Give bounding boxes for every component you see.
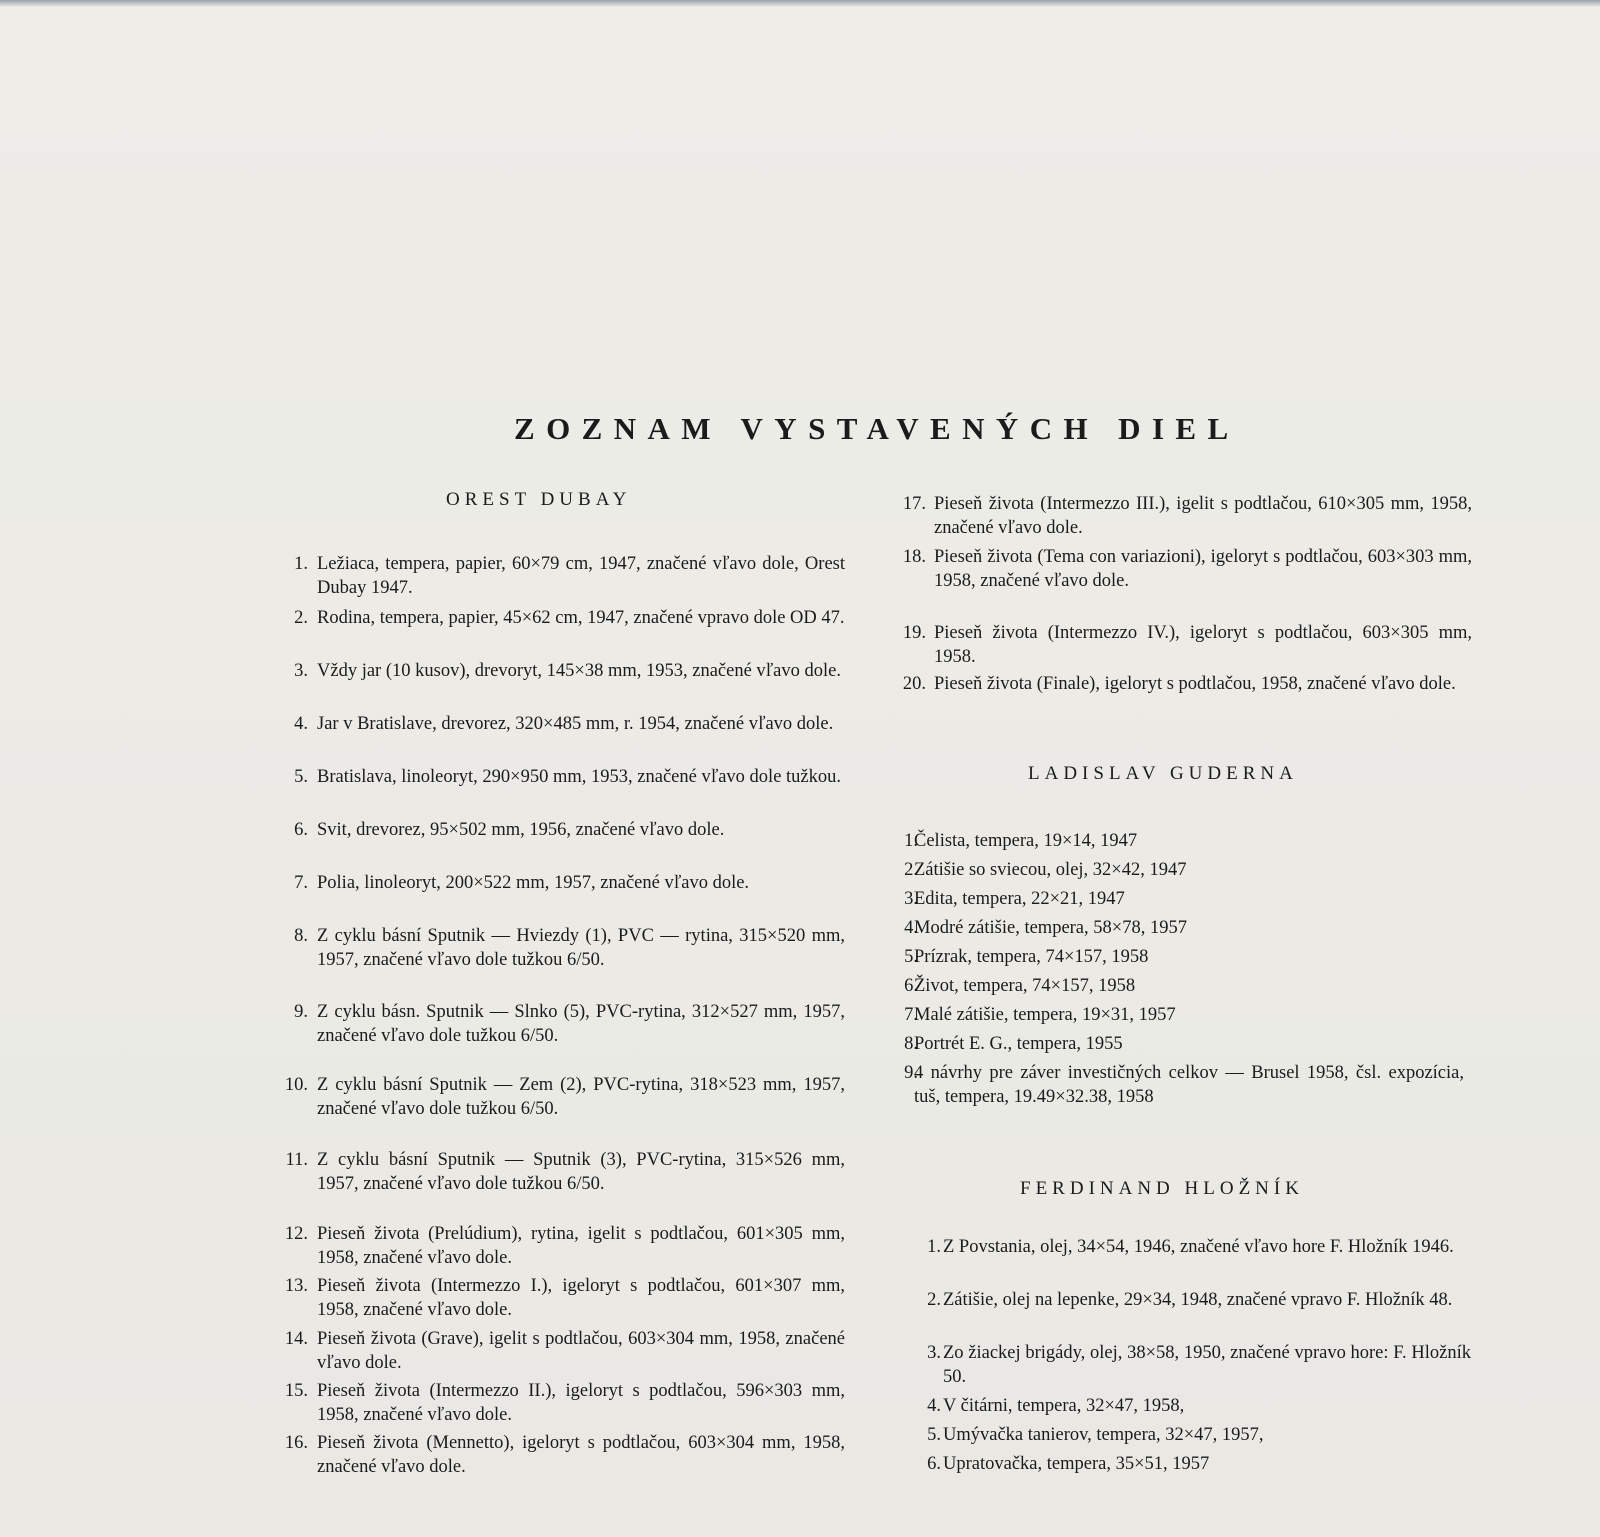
item-text: Zo žiackej brigády, olej, 38×58, 1950, značené vpravo hore: F. Hložník 50.	[943, 1343, 1471, 1387]
item-number: 5.	[927, 1425, 941, 1445]
item-text: Vždy jar (10 kusov), drevoryt, 145×38 mm, 1953, značené vľavo dole.	[317, 661, 841, 681]
scan-top-edge	[0, 0, 1600, 7]
item-text: Z cyklu básní Sputnik — Hviezdy (1), PVC — rytina, 315×520 mm, 1957, značené vľavo dole tužkou 6/50.	[317, 926, 845, 970]
item-text: Život, tempera, 74×157, 1958	[914, 976, 1136, 996]
item-number: 7.	[904, 1005, 918, 1025]
item-text: Pieseň života (Grave), igelit s podtlačou, 603×304 mm, 1958, značené vľavo dole.	[317, 1329, 845, 1373]
item-text: Pieseň života (Prelúdium), rytina, igelit s podtlačou, 601×305 mm, 1958, značené vľavo dole.	[317, 1224, 845, 1268]
item-number: 2.	[927, 1290, 941, 1310]
item-text: Malé zátišie, tempera, 19×31, 1957	[914, 1005, 1176, 1025]
item-number: 6.	[927, 1454, 941, 1474]
item-number: 8.	[904, 1034, 918, 1054]
item-text: Čelista, tempera, 19×14, 1947	[914, 831, 1138, 851]
item-text: Bratislava, linoleoryt, 290×950 mm, 1953, značené vľavo dole tužkou.	[317, 767, 842, 787]
item-text: Pieseň života (Mennetto), igeloryt s podtlačou, 603×304 mm, 1958, značené vľavo dole.	[317, 1433, 845, 1477]
item-text: Z Povstania, olej, 34×54, 1946, značené vľavo hore F. Hložník 1946.	[943, 1237, 1454, 1257]
item-text: Zátišie, olej na lepenke, 29×34, 1948, značené vpravo F. Hložník 48.	[943, 1290, 1453, 1310]
item-text: Pieseň života (Intermezzo IV.), igeloryt s podtlačou, 603×305 mm, 1958.	[934, 623, 1472, 667]
item-number: 20.	[902, 674, 926, 694]
item-number: 17.	[902, 494, 926, 514]
item-text: Jar v Bratislave, drevorez, 320×485 mm, r. 1954, značené vľavo dole.	[317, 714, 834, 734]
item-number: 11.	[285, 1150, 308, 1170]
item-text: Portrét E. G., tempera, 1955	[914, 1034, 1123, 1054]
author-heading-hloznik: FERDINAND HLOŽNÍK	[1020, 1178, 1304, 1199]
item-text: Z cyklu básní Sputnik — Sputnik (3), PVC-rytina, 315×526 mm, 1957, značené vľavo dole tužkou 6/50.	[317, 1150, 845, 1194]
item-text: Polia, linoleoryt, 200×522 mm, 1957, značené vľavo dole.	[317, 873, 750, 893]
item-text: Z cyklu básní Sputnik — Zem (2), PVC-rytina, 318×523 mm, 1957, značené vľavo dole tužkou 6/50.	[317, 1075, 845, 1119]
item-number: 10.	[284, 1075, 308, 1095]
item-number: 1.	[294, 554, 308, 574]
item-number: 7.	[294, 873, 308, 893]
item-text: Rodina, tempera, papier, 45×62 cm, 1947, značené vpravo dole OD 47.	[317, 608, 845, 628]
item-text: Edita, tempera, 22×21, 1947	[914, 889, 1125, 909]
author-heading-guderna: LADISLAV GUDERNA	[1028, 763, 1298, 784]
item-number: 3.	[904, 889, 918, 909]
item-number: 4.	[927, 1396, 941, 1416]
item-text: Pieseň života (Intermezzo II.), igeloryt s podtlačou, 596×303 mm, 1958, značené vľavo dole.	[317, 1381, 845, 1425]
item-text: Zátišie so sviecou, olej, 32×42, 1947	[914, 860, 1187, 880]
author-heading-dubay: OREST DUBAY	[446, 489, 632, 510]
item-number: 6.	[294, 820, 308, 840]
item-number: 4.	[294, 714, 308, 734]
item-number: 2.	[294, 608, 308, 628]
item-text: 4 návrhy pre záver investičných celkov — Brusel 1958, čsl. expozícia, tuš, tempera, 19.49×32.38, 1958	[914, 1063, 1464, 1107]
item-number: 12.	[284, 1224, 308, 1244]
item-number: 13.	[284, 1276, 308, 1296]
item-number: 2.	[904, 860, 918, 880]
item-text: Pieseň života (Finale), igeloryt s podtlačou, 1958, značené vľavo dole.	[934, 674, 1456, 694]
item-number: 3.	[294, 661, 308, 681]
item-text: Umývačka tanierov, tempera, 32×47, 1957,	[943, 1425, 1264, 1445]
item-text: Ležiaca, tempera, papier, 60×79 cm, 1947, značené vľavo dole, Orest Dubay 1947.	[317, 554, 845, 598]
item-number: 1.	[904, 831, 918, 851]
item-text: Upratovačka, tempera, 35×51, 1957	[943, 1454, 1210, 1474]
item-number: 1.	[927, 1237, 941, 1257]
item-number: 5.	[294, 767, 308, 787]
item-number: 15.	[284, 1381, 308, 1401]
item-number: 3.	[927, 1343, 941, 1363]
item-number: 4.	[904, 918, 918, 938]
item-text: Pieseň života (Intermezzo I.), igeloryt s podtlačou, 601×307 mm, 1958, značené vľavo dole.	[317, 1276, 845, 1320]
item-text: Svit, drevorez, 95×502 mm, 1956, značené vľavo dole.	[317, 820, 725, 840]
item-text: Z cyklu básn. Sputnik — Slnko (5), PVC-rytina, 312×527 mm, 1957, značené vľavo dole tužkou 6/50.	[317, 1002, 845, 1046]
item-text: V čitárni, tempera, 32×47, 1958,	[943, 1396, 1185, 1416]
item-number: 9.	[294, 1002, 308, 1022]
item-number: 9.	[904, 1063, 918, 1083]
item-text: Pieseň života (Tema con variazioni), igeloryt s podtlačou, 603×303 mm, 1958, značené vľavo dole.	[934, 547, 1472, 591]
item-number: 18.	[902, 547, 926, 567]
page-title: ZOZNAM VYSTAVENÝCH DIEL	[514, 411, 1240, 446]
item-text: Pieseň života (Intermezzo III.), igelit s podtlačou, 610×305 mm, 1958, značené vľavo dole.	[934, 494, 1472, 538]
item-number: 8.	[294, 926, 308, 946]
item-number: 19.	[902, 623, 926, 643]
item-text: Modré zátišie, tempera, 58×78, 1957	[914, 918, 1187, 938]
item-text: Prízrak, tempera, 74×157, 1958	[914, 947, 1149, 967]
item-number: 16.	[284, 1433, 308, 1453]
item-number: 6.	[904, 976, 918, 996]
item-number: 14.	[284, 1329, 308, 1349]
item-number: 5.	[904, 947, 918, 967]
